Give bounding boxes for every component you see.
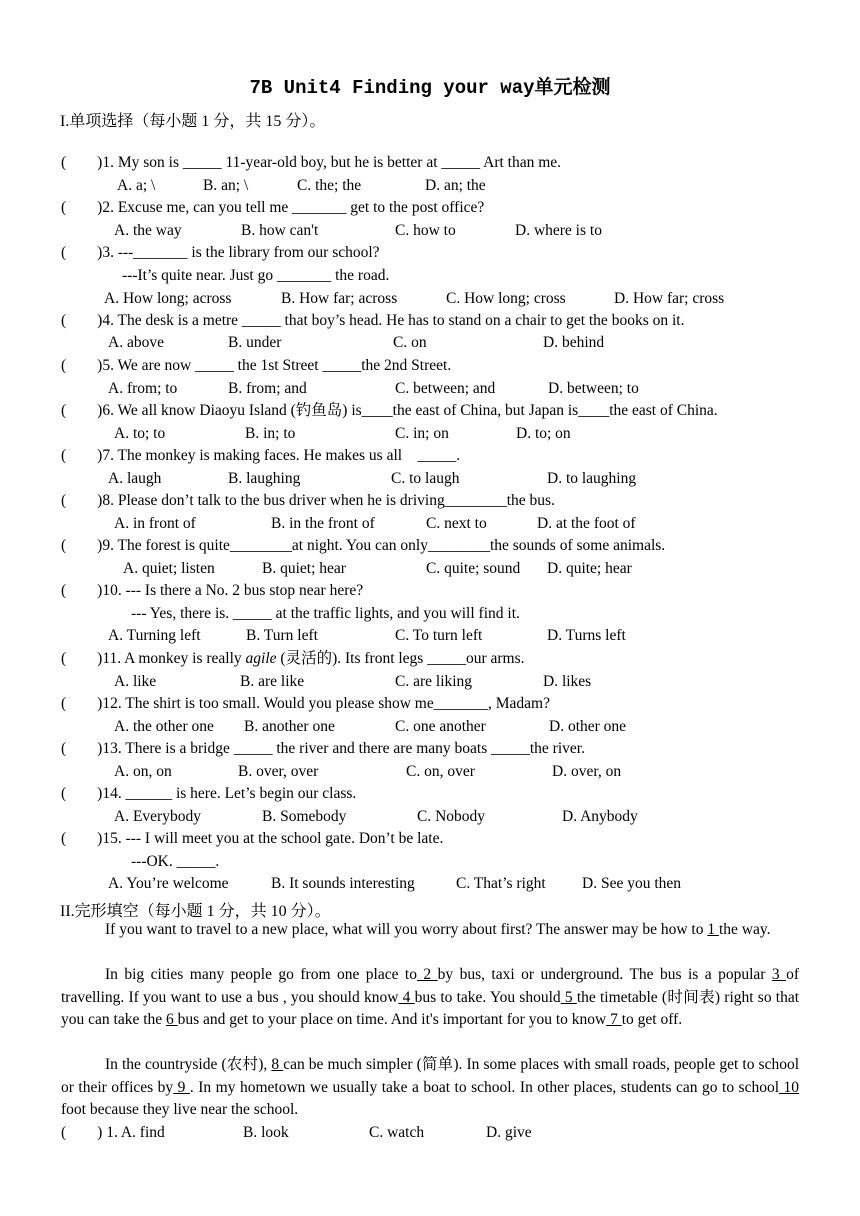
answer-option: A. How long; across bbox=[104, 290, 232, 307]
answer-option: C. on, over bbox=[406, 763, 475, 780]
question-stem: ( )3. ---_______ is the library from our school? bbox=[61, 244, 380, 261]
cloze-option: C. watch bbox=[369, 1124, 425, 1141]
cloze-option: D. give bbox=[486, 1124, 532, 1141]
answer-option: B. in; to bbox=[245, 425, 296, 442]
answer-option: A. above bbox=[108, 334, 164, 351]
answer-option: C. how to bbox=[395, 222, 456, 239]
answer-option: A. quiet; listen bbox=[123, 560, 215, 577]
answer-option: B. over, over bbox=[238, 763, 319, 780]
answer-option: D. over, on bbox=[552, 763, 622, 780]
cloze-blank: 9 bbox=[173, 1078, 190, 1096]
answer-option: B. are like bbox=[240, 673, 305, 690]
cloze-blank: 6 bbox=[166, 1011, 178, 1029]
question-stem-part: (灵活的). Its front legs _____our arms. bbox=[276, 650, 525, 667]
question-stem-part: agile bbox=[245, 650, 277, 667]
answer-option: A. on, on bbox=[114, 763, 172, 780]
answer-option: C. in; on bbox=[395, 425, 449, 442]
cloze-paragraph-1: If you want to travel to a new place, what will you worry about first? The answer may be how to 1 the way. bbox=[105, 921, 771, 938]
question-stem: ( )1. My son is _____ 11-year-old boy, but he is better at _____ Art than me. bbox=[61, 154, 562, 171]
section-1-heading: I.单项选择（每小题 1 分，共 15 分）。 bbox=[60, 113, 326, 130]
answer-option: B. quiet; hear bbox=[262, 560, 346, 577]
cloze-blank: 1 bbox=[707, 921, 719, 938]
answer-option: B. from; and bbox=[228, 380, 307, 397]
answer-option: D. to laughing bbox=[547, 470, 637, 487]
question-stem: ( )15. --- I will meet you at the school gate. Don’t be late. bbox=[61, 830, 444, 847]
answer-option: B. How far; across bbox=[281, 290, 398, 307]
answer-option: B. laughing bbox=[228, 470, 301, 487]
answer-option: A. the other one bbox=[114, 718, 214, 735]
question-stem: ( )8. Please don’t talk to the bus driver when he is driving________the bus. bbox=[61, 492, 555, 509]
answer-option: D. other one bbox=[549, 718, 627, 735]
question-stem-reply: ---It’s quite near. Just go _______ the road. bbox=[122, 267, 390, 284]
cloze-blank: 4 bbox=[398, 988, 415, 1006]
answer-option: D. How far; cross bbox=[614, 290, 725, 307]
question-stem: ( )7. The monkey is making faces. He makes us all _____. bbox=[61, 447, 461, 464]
answer-option: B. Turn left bbox=[246, 627, 318, 644]
answer-option: D. See you then bbox=[582, 875, 682, 892]
cloze-blank: 10 bbox=[779, 1078, 800, 1096]
answer-option: C. That’s right bbox=[456, 875, 546, 892]
answer-option: C. are liking bbox=[395, 673, 473, 690]
answer-option: D. likes bbox=[543, 673, 592, 690]
answer-option: A. from; to bbox=[108, 380, 178, 397]
answer-option: C. the; the bbox=[297, 177, 362, 194]
answer-option: A. You’re welcome bbox=[108, 875, 229, 892]
cloze-blank: 2 bbox=[416, 966, 438, 983]
answer-option: B. how can't bbox=[241, 222, 319, 239]
answer-option: A. to; to bbox=[114, 425, 166, 442]
answer-option: A. Everybody bbox=[114, 808, 201, 825]
question-stem-part: ( )11. A monkey is really bbox=[61, 650, 246, 667]
answer-option: A. the way bbox=[114, 222, 182, 239]
cloze-blank: 5 bbox=[560, 988, 577, 1006]
section-2-heading: II.完形填空（每小题 1 分，共 10 分）。 bbox=[60, 903, 331, 920]
question-stem: ( )13. There is a bridge _____ the river and there are many boats _____the river. bbox=[61, 740, 585, 757]
cloze-blank: 7 bbox=[606, 1011, 622, 1029]
question-stem: ( )14. ______ is here. Let’s begin our class. bbox=[61, 785, 357, 802]
answer-option: D. where is to bbox=[515, 222, 602, 239]
cloze-blank: 8 bbox=[271, 1056, 284, 1073]
answer-option: A. a; \ bbox=[117, 177, 156, 194]
cloze-blank: 3 bbox=[771, 966, 787, 983]
question-stem-reply: ---OK. _____. bbox=[131, 853, 220, 870]
answer-option: C. To turn left bbox=[395, 627, 483, 644]
cloze-paragraph-2: In big cities many people go from one place to 2 by bus, taxi or underground. The bus is a popular 3 of travelling. If you want to use a bus , you should know 4 bus to take. You should 5 the timetable (时间表) right so that you can take the 6 bus and get to your place on time. And it's important for you to know 7 to get off. bbox=[61, 966, 800, 1029]
answer-option: D. to; on bbox=[516, 425, 571, 442]
question-stem: ( )4. The desk is a metre _____ that boy’s head. He has to stand on a chair to get the books on it. bbox=[61, 312, 685, 329]
answer-option: C. between; and bbox=[395, 380, 496, 397]
question-stem: ( )10. --- Is there a No. 2 bus stop near here? bbox=[61, 582, 364, 599]
cloze-paragraph-3: In the countryside (农村), 8 can be much simpler (简单). In some places with small roads, people get to school or their offices by 9 . In my hometown we usually take a boat to school. In other places, students can go to school 10 foot because they live near the school. bbox=[61, 1056, 800, 1119]
answer-option: D. behind bbox=[543, 334, 605, 351]
answer-option: D. at the foot of bbox=[537, 515, 636, 532]
answer-option: B. It sounds interesting bbox=[271, 875, 415, 892]
answer-option: A. Turning left bbox=[108, 627, 201, 644]
answer-option: B. an; \ bbox=[203, 177, 249, 194]
question-stem: ( )2. Excuse me, can you tell me _______ get to the post office? bbox=[61, 199, 485, 216]
answer-option: C. Nobody bbox=[417, 808, 486, 825]
cloze-option: B. look bbox=[243, 1124, 289, 1141]
question-stem bbox=[61, 649, 525, 669]
answer-option: B. Somebody bbox=[262, 808, 347, 825]
question-stem: ( )12. The shirt is too small. Would you please show me_______, Madam? bbox=[61, 695, 550, 712]
answer-option: B. in the front of bbox=[271, 515, 375, 532]
answer-option: C. next to bbox=[426, 515, 487, 532]
answer-option: A. in front of bbox=[114, 515, 196, 532]
answer-option: A. laugh bbox=[108, 470, 162, 487]
answer-option: D. Turns left bbox=[547, 627, 626, 644]
answer-option: C. to laugh bbox=[391, 470, 460, 487]
cloze-question-1: ( ) 1. A. find bbox=[61, 1124, 165, 1141]
answer-option: D. between; to bbox=[548, 380, 639, 397]
answer-option: B. another one bbox=[244, 718, 335, 735]
answer-option: D. Anybody bbox=[562, 808, 638, 825]
answer-option: C. How long; cross bbox=[446, 290, 566, 307]
question-stem: ( )9. The forest is quite________at night. You can only________the sounds of some animals. bbox=[61, 537, 666, 554]
question-stem: ( )5. We are now _____ the 1st Street _____the 2nd Street. bbox=[61, 357, 452, 374]
question-stem-reply: --- Yes, there is. _____ at the traffic lights, and you will find it. bbox=[131, 605, 520, 622]
answer-option: D. an; the bbox=[425, 177, 486, 194]
answer-option: D. quite; hear bbox=[547, 560, 632, 577]
answer-option: A. like bbox=[114, 673, 157, 690]
answer-option: C. one another bbox=[395, 718, 486, 735]
answer-option: B. under bbox=[228, 334, 282, 351]
question-stem: ( )6. We all know Diaoyu Island (钓鱼岛) is____the east of China, but Japan is____the east of China. bbox=[61, 402, 718, 419]
answer-option: C. on bbox=[393, 334, 427, 351]
answer-option: C. quite; sound bbox=[426, 560, 521, 577]
page-title: 7B Unit4 Finding your way单元检测 bbox=[249, 77, 611, 99]
